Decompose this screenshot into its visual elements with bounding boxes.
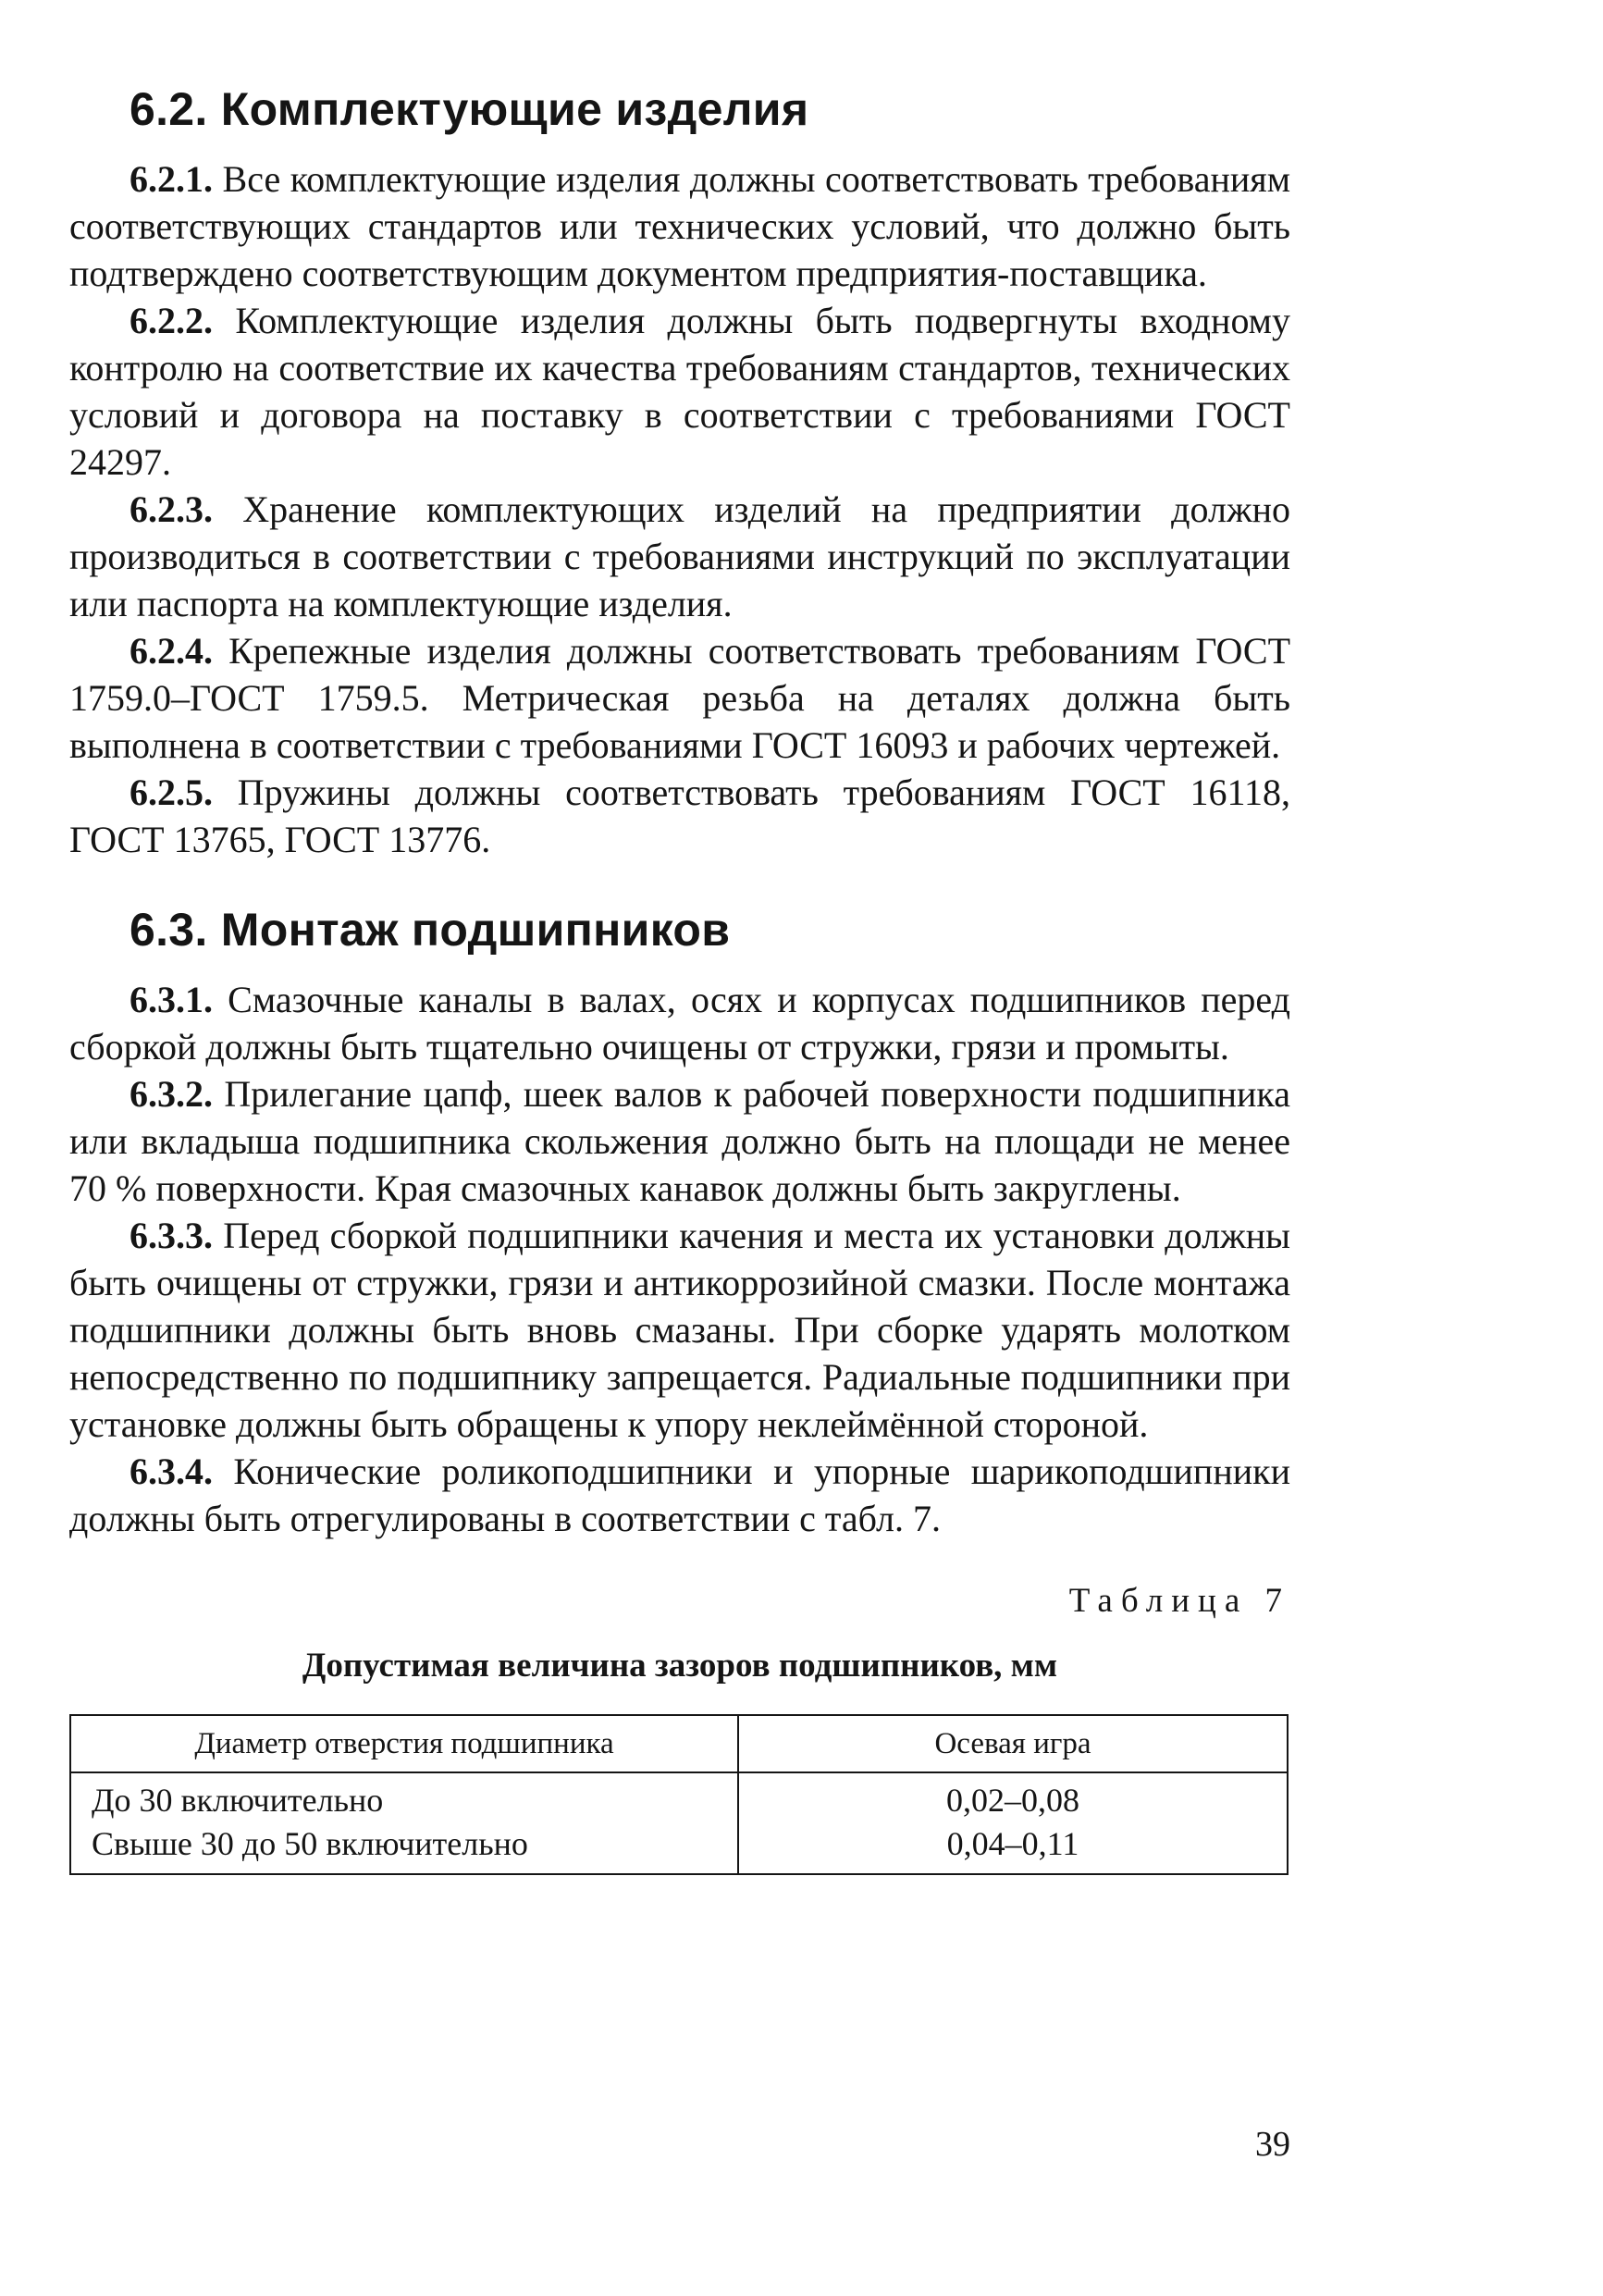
clearance-table bbox=[69, 1714, 1289, 1875]
page-content bbox=[69, 81, 1290, 1875]
clause-6-2-1 bbox=[69, 155, 1290, 297]
clause-text: Перед сборкой подшипники качения и места их установки должны быть очищены от стружки, грязи и антикоррозийной смазки. После монтажа подшипники должны быть вновь смазаны. При сборке ударять молотком непосредственно по подшипнику запрещается. Радиальные подшипники при установке должны быть обращены к упору неклеймённой стороной. bbox=[69, 1215, 1291, 1445]
bore-diameter-value: До 30 включительно bbox=[92, 1782, 384, 1819]
section-heading-6-2: 6.2. Комплектующие изделия bbox=[129, 83, 809, 135]
clause-6-3-2 bbox=[69, 1070, 1290, 1212]
clause-number: 6.3.2. bbox=[129, 1073, 213, 1115]
axial-play-cell bbox=[738, 1772, 1288, 1874]
clause-text: Все комплектующие изделия должны соответствовать требованиям соответствующих стандартов или технических условий, что должно быть подтверждено соответствующим документом предприятия-поставщика. bbox=[69, 158, 1291, 294]
bore-diameter-cell bbox=[70, 1772, 738, 1874]
table-title: Допустимая величина зазоров подшипников, мм bbox=[302, 1647, 1058, 1685]
column-header-axial-play: Осевая игра bbox=[738, 1715, 1288, 1772]
table-row bbox=[70, 1772, 1288, 1874]
axial-play-value: 0,04–0,11 bbox=[946, 1825, 1079, 1862]
clause-text: Прилегание цапф, шеек валов к рабочей поверхности подшипника или вкладыша подшипника скольжения должно быть на площади не менее 70 % поверхности. Края смазочных канавок должны быть закруглены. bbox=[69, 1073, 1290, 1209]
clause-6-3-1 bbox=[69, 976, 1290, 1070]
clause-text: Смазочные каналы в валах, осях и корпусах подшипников перед сборкой должны быть тщательно очищены от стружки, грязи и промыты. bbox=[69, 979, 1291, 1068]
column-header-bore-diameter: Диаметр отверстия подшипника bbox=[70, 1715, 738, 1772]
clause-number: 6.3.4. bbox=[129, 1450, 213, 1492]
clause-6-2-4 bbox=[69, 627, 1290, 769]
bore-diameter-value: Свыше 30 до 50 включительно bbox=[92, 1825, 528, 1862]
clause-6-2-5 bbox=[69, 769, 1290, 863]
clause-6-3-4 bbox=[69, 1448, 1290, 1542]
clause-text: Крепежные изделия должны соответствовать требованиям ГОСТ 1759.0–ГОСТ 1759.5. Метрическая резьба на деталях должна быть выполнена в соответствии с требованиями ГОСТ 16093 и рабочих чертежей. bbox=[69, 630, 1290, 766]
table-caption: Таблица 7 bbox=[1068, 1582, 1290, 1620]
clause-number: 6.2.1. bbox=[129, 158, 213, 200]
clause-number: 6.2.2. bbox=[129, 300, 213, 341]
clause-number: 6.2.4. bbox=[129, 630, 213, 672]
clause-number: 6.3.3. bbox=[129, 1215, 213, 1256]
clause-number: 6.2.5. bbox=[129, 772, 213, 813]
table-header-row bbox=[70, 1715, 1288, 1772]
page-number: 39 bbox=[1255, 2125, 1290, 2164]
axial-play-value: 0,02–0,08 bbox=[946, 1782, 1079, 1819]
clause-number: 6.3.1. bbox=[129, 979, 213, 1020]
clause-text: Комплектующие изделия должны быть подвергнуты входному контролю на соответствие их качества требованиям стандартов, технических условий и договора на поставку в соответствии с требованиями ГОСТ 24297. bbox=[69, 300, 1290, 483]
clause-6-2-3 bbox=[69, 486, 1290, 627]
section-heading-6-3: 6.3. Монтаж подшипников bbox=[129, 904, 731, 956]
clause-number: 6.2.3. bbox=[129, 488, 213, 530]
clause-text: Пружины должны соответствовать требованиям ГОСТ 16118, ГОСТ 13765, ГОСТ 13776. bbox=[69, 772, 1291, 860]
clause-6-3-3 bbox=[69, 1212, 1290, 1448]
clause-text: Хранение комплектующих изделий на предприятии должно производиться в соответствии с требованиями инструкций по эксплуатации или паспорта на комплектующие изделия. bbox=[69, 488, 1290, 624]
clause-6-2-2 bbox=[69, 297, 1290, 486]
clause-text: Конические роликоподшипники и упорные шарикоподшипники должны быть отрегулированы в соответствии с табл. 7. bbox=[69, 1450, 1290, 1539]
